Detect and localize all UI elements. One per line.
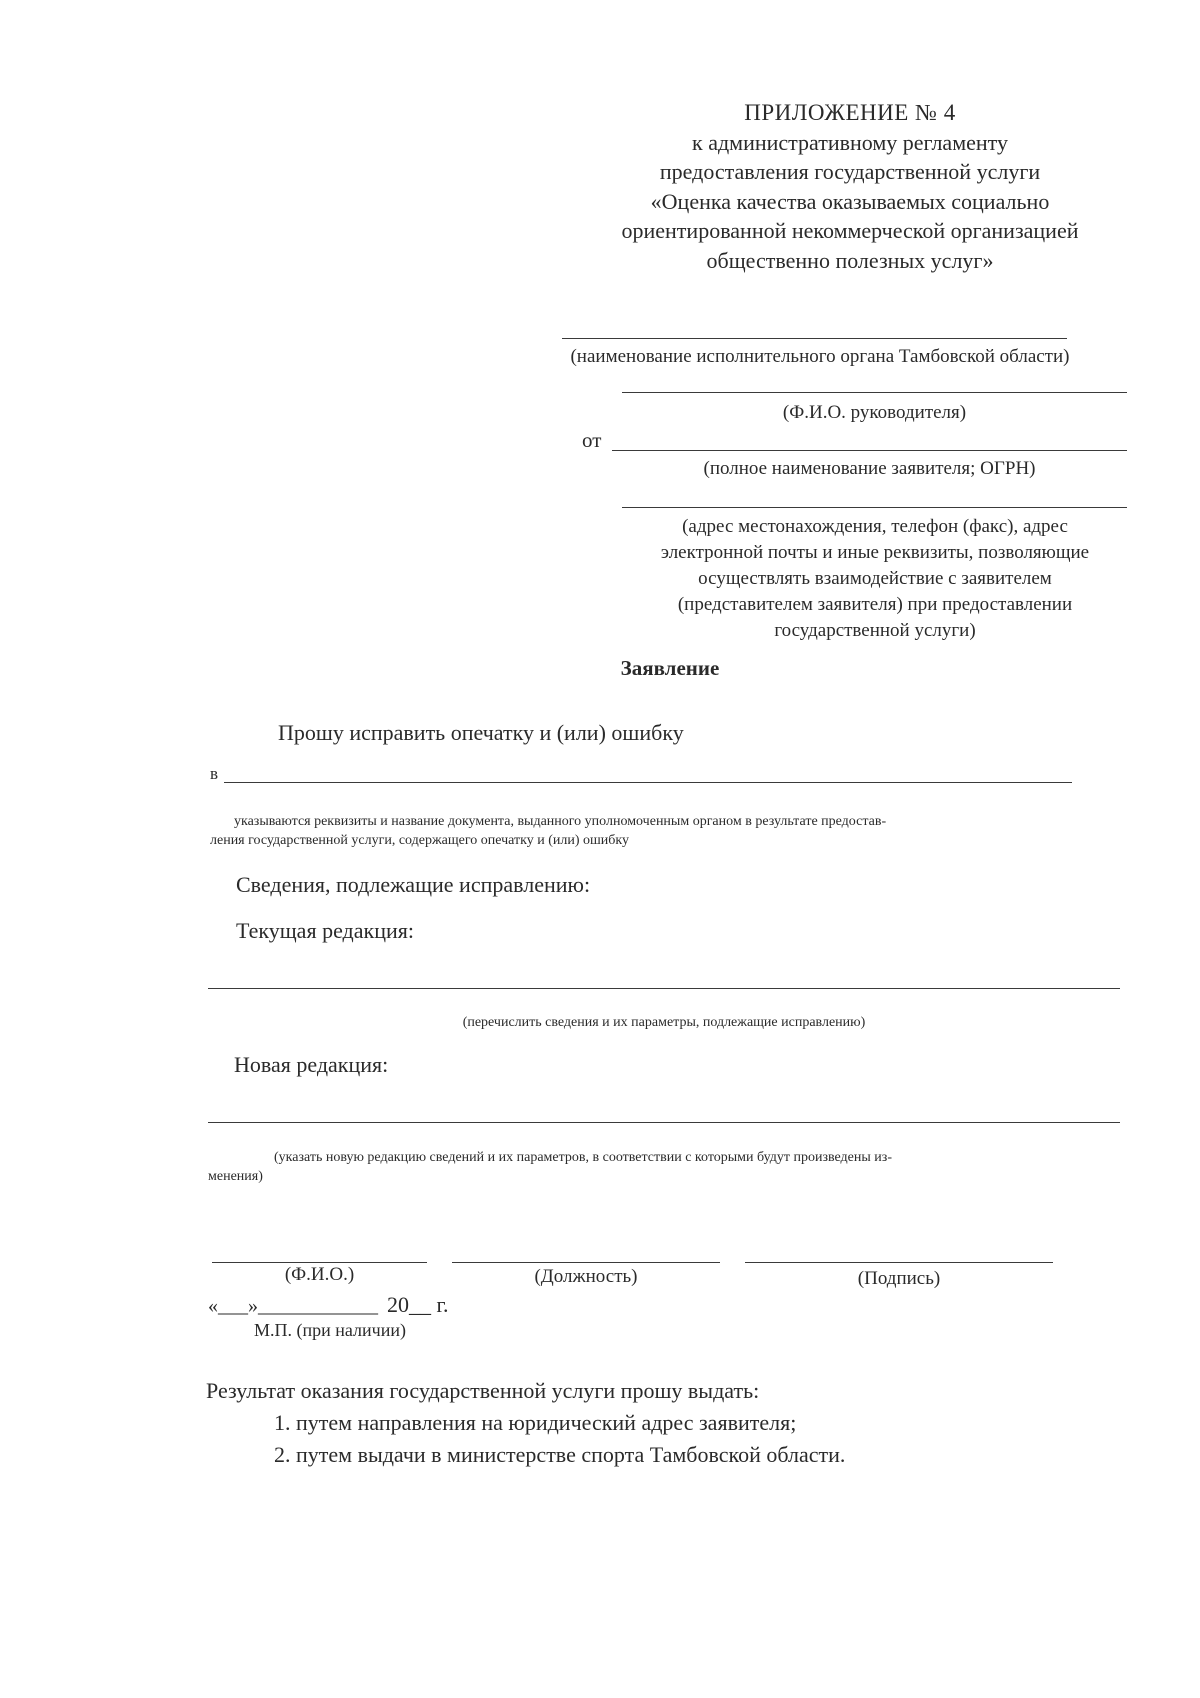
in-label: в — [210, 764, 219, 783]
result-intro: Результат оказания государственной услуги прошу выдать: — [206, 1378, 760, 1403]
appendix-header — [560, 98, 1140, 275]
new-label: Новая редакция: — [234, 1052, 389, 1077]
contacts-caption — [600, 514, 1150, 644]
signature-line[interactable] — [745, 1262, 1053, 1263]
signature-caption: (Подпись) — [857, 1268, 941, 1289]
appendix-title: ПРИЛОЖЕНИЕ № 4 — [744, 100, 956, 125]
new-caption — [208, 1148, 1128, 1186]
document-caption — [210, 812, 1130, 850]
current-label: Текущая редакция: — [236, 918, 414, 943]
document-caption-line: указываются реквизиты и название документа, выданного уполномоченным органом в результате предостав- — [234, 814, 887, 829]
contacts-caption-line: (представителем заявителя) при предоставлении — [677, 594, 1073, 615]
contacts-line[interactable] — [622, 507, 1127, 508]
position-sign-line[interactable] — [452, 1262, 720, 1263]
info-label: Сведения, подлежащие исправлению: — [236, 872, 591, 897]
form-heading: Заявление — [620, 656, 720, 680]
position-caption: (Должность) — [534, 1266, 638, 1287]
head-fio-line[interactable] — [622, 392, 1127, 393]
appendix-line: общественно полезных услуг» — [706, 247, 994, 273]
current-caption: (перечислить сведения и их параметры, подлежащие исправлению) — [462, 1015, 866, 1030]
fio-sign-line[interactable] — [212, 1262, 427, 1263]
applicant-caption: (полное наименование заявителя; ОГРН) — [703, 458, 1036, 479]
contacts-caption-line: государственной услуги) — [774, 620, 976, 641]
request-text: Прошу исправить опечатку и (или) ошибку — [278, 720, 684, 745]
date-day: «___» — [208, 1295, 258, 1317]
organ-name-caption: (наименование исполнительного органа Тамбовской области) — [570, 346, 1070, 367]
new-caption-line: (указать новую редакцию сведений и их параметров, в соответствии с которыми будут произведены из- — [274, 1150, 892, 1165]
new-caption-line: менения) — [208, 1169, 263, 1184]
contacts-caption-line: (адрес местонахождения, телефон (факс), адрес — [682, 516, 1068, 537]
document-details-line[interactable] — [224, 782, 1072, 783]
document-caption-line: ления государственной услуги, содержащего опечатку и (или) ошибку — [210, 833, 630, 848]
organ-name-line[interactable] — [562, 338, 1067, 339]
applicant-name-line[interactable] — [612, 450, 1127, 451]
current-edition-line[interactable] — [208, 988, 1120, 989]
date-year: 20__ г. — [387, 1292, 449, 1317]
appendix-line: предоставления государственной услуги — [659, 159, 1041, 184]
contacts-caption-line: осуществлять взаимодействие с заявителем — [698, 568, 1052, 589]
appendix-line: ориентированной некоммерческой организацией — [621, 218, 1079, 243]
fio-caption: (Ф.И.О.) — [284, 1264, 355, 1285]
contacts-caption-line: электронной почты и иные реквизиты, позволяющие — [660, 542, 1090, 563]
stamp-label: М.П. (при наличии) — [254, 1320, 406, 1340]
new-edition-line[interactable] — [208, 1122, 1120, 1123]
result-option: 2. путем выдачи в министерстве спорта Тамбовской области. — [274, 1442, 846, 1467]
appendix-line: к административному регламенту — [692, 129, 1008, 155]
date-field[interactable] — [208, 1292, 449, 1318]
appendix-line: «Оценка качества оказываемых социально — [650, 188, 1050, 214]
from-label: от — [582, 428, 602, 452]
result-option: 1. путем направления на юридический адрес заявителя; — [274, 1410, 797, 1435]
date-month: ____________ — [258, 1295, 378, 1317]
head-fio-caption: (Ф.И.О. руководителя) — [782, 402, 967, 423]
